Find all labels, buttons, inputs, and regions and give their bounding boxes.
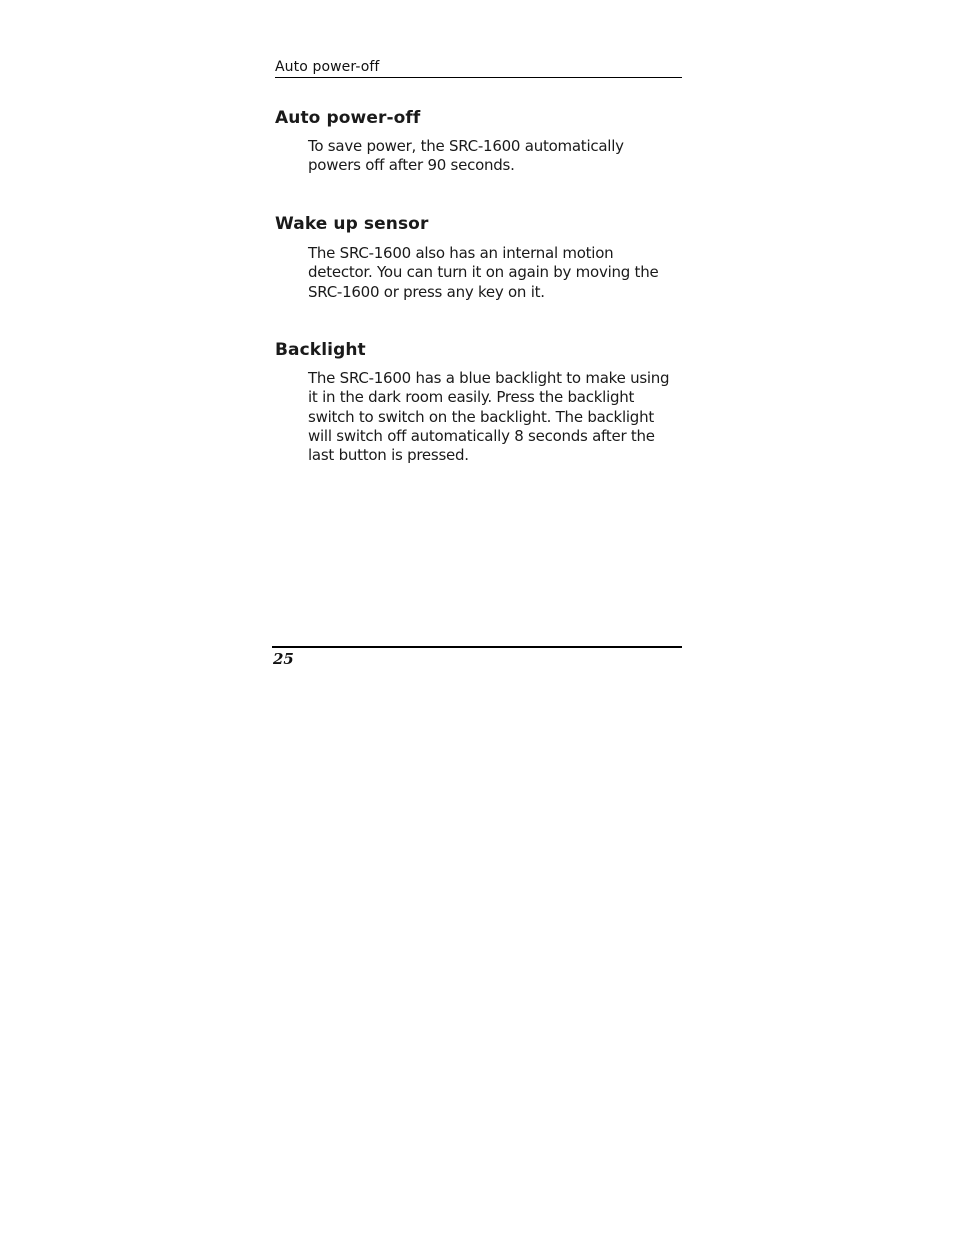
section-body-backlight bbox=[308, 369, 688, 465]
running-header bbox=[275, 58, 682, 78]
body-line: powers off after 90 seconds. bbox=[308, 156, 515, 175]
body-line: SRC-1600 or press any key on it. bbox=[308, 282, 545, 301]
body-line: it in the dark room easily. Press the backlight bbox=[308, 388, 635, 407]
body-line: To save power, the SRC-1600 automatically bbox=[308, 137, 624, 155]
section-heading-backlight: Backlight bbox=[275, 340, 366, 360]
page-number: 25 bbox=[273, 650, 294, 668]
body-line: last button is pressed. bbox=[308, 446, 469, 465]
body-line: detector. You can turn it on again by moving the bbox=[308, 263, 659, 282]
section-heading-auto-power-off: Auto power-off bbox=[275, 108, 421, 128]
body-line: The SRC-1600 also has an internal motion bbox=[308, 244, 614, 262]
section-body-wake-up-sensor bbox=[308, 244, 688, 302]
body-line: switch to switch on the backlight. The backlight bbox=[308, 407, 654, 426]
running-header-title: Auto power-off bbox=[275, 59, 380, 75]
section-heading-wake-up-sensor: Wake up sensor bbox=[275, 214, 429, 234]
body-line: will switch off automatically 8 seconds after the bbox=[308, 426, 655, 445]
footer-rule bbox=[272, 646, 682, 648]
section-body-auto-power-off bbox=[308, 137, 688, 176]
body-line: The SRC-1600 has a blue backlight to make using bbox=[308, 369, 670, 387]
